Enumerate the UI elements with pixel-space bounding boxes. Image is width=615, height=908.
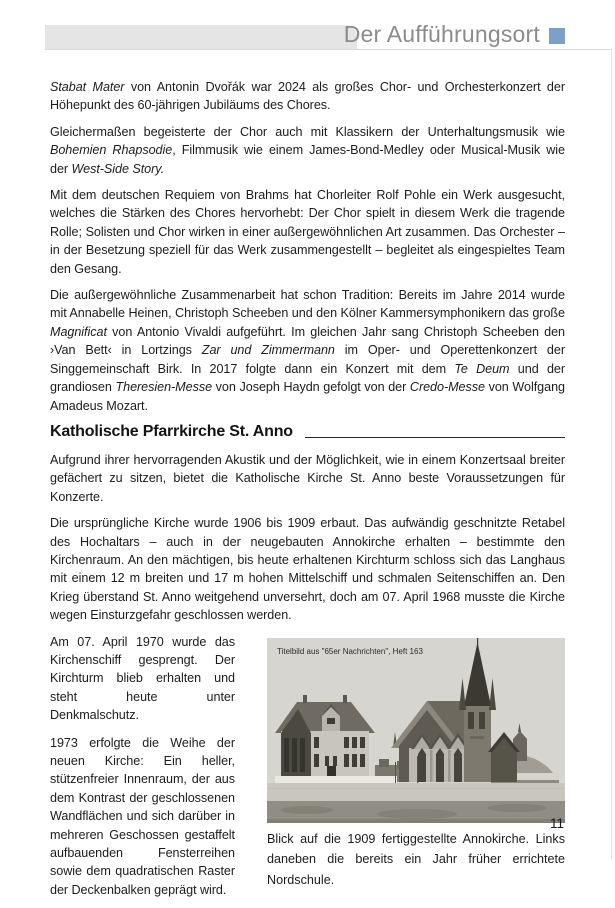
main-content — [50, 78, 565, 908]
header-bar — [45, 25, 357, 49]
header — [344, 21, 565, 48]
photo-inner-caption: Titelbild aus "65er Nachrichten", Heft 163 — [277, 646, 423, 656]
section-heading: Katholische Pfarrkirche St. Anno — [50, 422, 293, 440]
paragraph: Am 07. April 1970 wurde das Kirchenschiff gesprengt. Der Kirchturm blieb erhalten und steht heute unter Denkmalschutz. — [50, 634, 235, 723]
paragraph: Mit dem deutschen Requiem von Brahms hat Chorleiter Rolf Pohle ein Werk ausgesucht, welches die Stärken des Chores hervorhebt: Der Chor spielt in diesem Werk die tragende Rolle; Solisten und Chor wirken in einer außergewöhnlichen Art zusammen. Das Orchester – in der Besetzung speziell für das Werk zusammengestellt – begleitet als eingespieltes Team den Gesang. — [50, 188, 565, 276]
paragraph: Stabat Mater von Antonin Dvořák war 2024 als großes Chor- und Orchesterkonzert der Höhepunkt des 60-jährigen Jubiläums des Chores. — [50, 80, 565, 113]
section-heading-row — [50, 423, 565, 441]
photo-caption: Blick auf die 1909 fertiggestellte Annokirche. Links daneben die bereits ein Jahr früher errichtete Nordschule. — [267, 831, 565, 887]
page-title: Der Aufführungsort — [343, 21, 540, 47]
paragraph: Die außergewöhnliche Zusammenarbeit hat schon Tradition: Bereits im Jahre 2014 wurde mit Annabelle Heinen, Christoph Scheeben und den Kölner Kammersymphonikern das große Magnificat von Antonio Vivaldi aufgeführt. Im gleichen Jahr sang Christoph Scheeben den ›Van Bett‹ in Lortzings Zar und Zimmermann im Oper- und Operettenkonzert der Singgemeinschaft Birk. In 2017 folgte dann ein Konzert mit dem Te Deum und der grandiosen Theresien-Messe von Joseph Haydn gefolgt von der Credo-Messe von Wolfgang Amadeus Mozart. — [50, 288, 565, 413]
paragraph: Gleichermaßen begeisterte der Chor auch mit Klassikern der Unterhaltungsmusik wie Bohemien Rhapsodie, Filmmusik wie einem James-Bond-Medley oder Musical-Musik wie der West-Side Story. — [50, 124, 565, 176]
header-underline — [45, 49, 612, 50]
annokirche-photo — [267, 638, 565, 823]
page-number: 11 — [549, 816, 564, 831]
paragraph: Die ursprüngliche Kirche wurde 1906 bis 1909 erbaut. Das aufwändig geschnitzte Retabel des Hochaltars – auch in der neugebauten Annokirche erhalten – bestimmte den Kirchenraum. An den mächtigen, bis heute erhaltenen Kirchturm schloss sich das Langhaus mit einem 12 m breiten und 17 m hohen Mittelschiff und schmalen Seitenschiffen an. Den Krieg überstand St. Anno weitgehend unversehrt, doch am 07. April 1968 musste die Kirche wegen Einsturzgefahr geschlossen werden. — [50, 516, 565, 623]
paragraph: Aufgrund ihrer hervorragenden Akustik und der Möglichkeit, wie in einem Konzertsaal breiter gefächert zu sitzen, bietet die Katholische Kirche St. Anno beste Voraussetzungen für Konzerte. — [50, 452, 565, 504]
accent-square-icon — [549, 28, 565, 44]
annokirche-figure — [267, 638, 565, 908]
page-edge-line — [611, 49, 612, 859]
narrow-text-column — [50, 633, 235, 908]
text-photo-columns — [50, 633, 565, 908]
paragraph: 1973 erfolgte die Weihe der neuen Kirche: Ein heller, stützenfreier Innenraum, der aus dem Kontrast der geschlossenen Wandflächen und sich darüber in mehreren Geschossen gestaffelt aufbauenden Fensterreihen sowie dem quadratischen Raster der Deckenbalken geprägt wird. — [50, 735, 235, 897]
heading-rule — [305, 437, 565, 438]
